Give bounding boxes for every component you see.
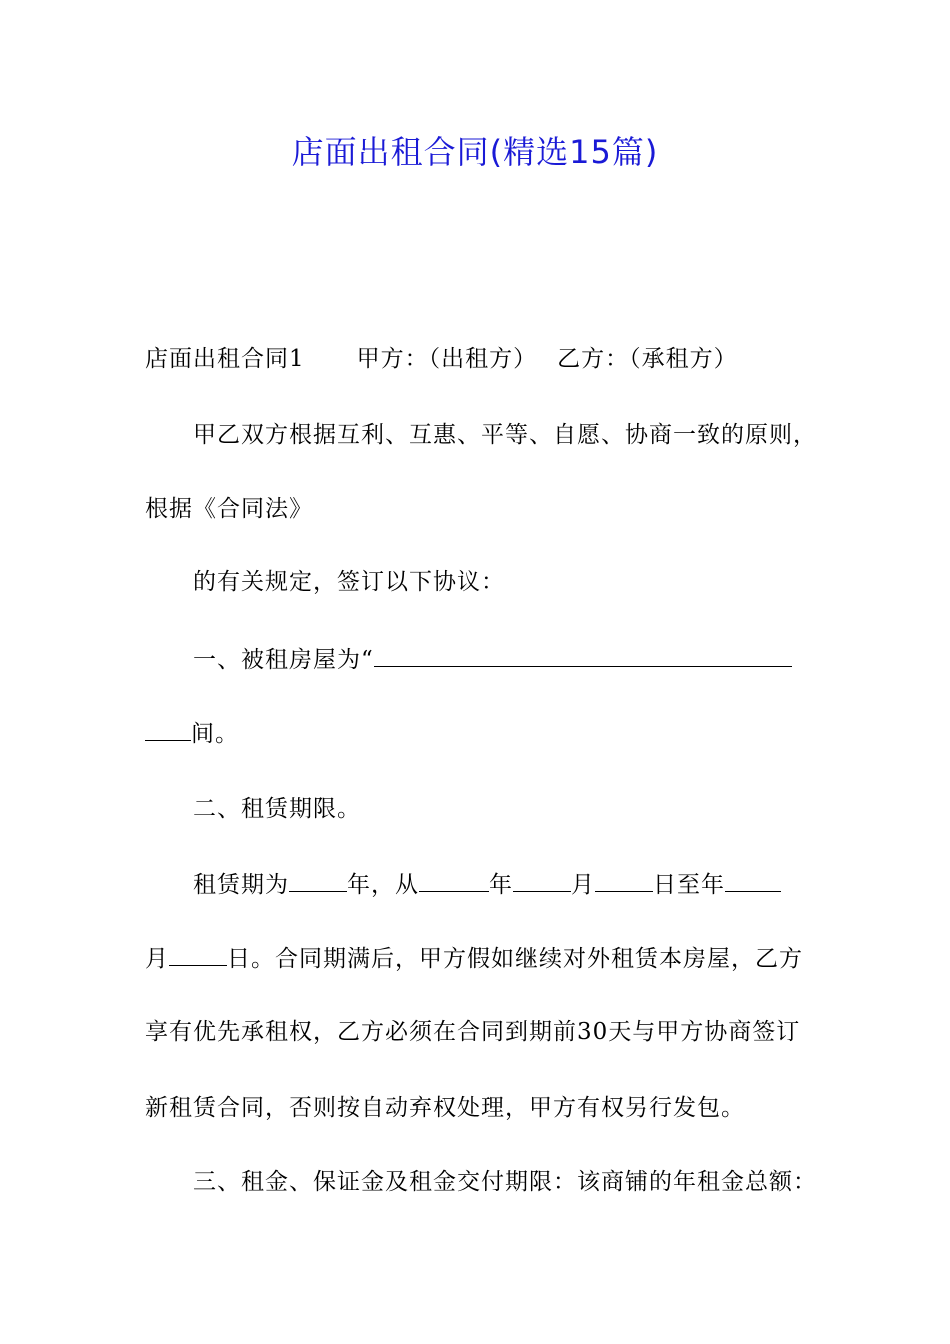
property-blank: [374, 644, 792, 667]
month-text-2: 月: [145, 946, 169, 972]
document-title: 店面出租合同(精选15篇): [291, 133, 659, 171]
end-year-blank: [725, 869, 781, 892]
start-year-blank: [419, 869, 489, 892]
clause-1-continued: [145, 718, 239, 749]
lease-term-line: [193, 869, 781, 900]
start-day-blank: [595, 869, 653, 892]
paragraph-provisions: 的有关规定，签订以下协议：: [193, 569, 505, 595]
clause-1-suffix: 间。: [191, 721, 239, 747]
year-text: 年: [489, 872, 513, 898]
party-b-label: 乙方：（承租方）: [557, 346, 738, 372]
clause-1-property: [193, 644, 792, 675]
years-blank: [289, 869, 347, 892]
clause-1-prefix: 一、被租房屋为“: [193, 647, 374, 673]
lease-from-text: 年，从: [347, 872, 419, 898]
lease-term-text: 租赁期为: [193, 872, 289, 898]
paragraph-principles: 甲乙双方根据互利、互惠、平等、自愿、协商一致的原则，: [193, 422, 817, 448]
expiry-text: 日。合同期满后，甲方假如继续对外租赁本房屋，乙方: [227, 946, 803, 972]
end-day-blank: [169, 943, 227, 966]
renewal-line: 新租赁合同，否则按自动弃权处理，甲方有权另行发包。: [145, 1095, 745, 1121]
clause-2-heading: 二、租赁期限。: [193, 796, 361, 822]
lease-term-line-2: [145, 943, 803, 974]
contract-name: 店面出租合同1: [145, 346, 305, 372]
day-to-year-text: 日至年: [653, 872, 725, 898]
month-text: 月: [571, 872, 595, 898]
rooms-blank: [145, 718, 191, 741]
contract-header-line: [145, 344, 738, 374]
priority-lease-line: 享有优先承租权，乙方必须在合同到期前30天与甲方协商签订: [145, 1019, 801, 1045]
start-month-blank: [513, 869, 571, 892]
party-a-label: 甲方：（出租方）: [356, 346, 538, 372]
clause-3-heading: 三、租金、保证金及租金交付期限：该商铺的年租金总额：: [193, 1169, 817, 1195]
paragraph-contract-law: 根据《合同法》: [145, 496, 313, 522]
